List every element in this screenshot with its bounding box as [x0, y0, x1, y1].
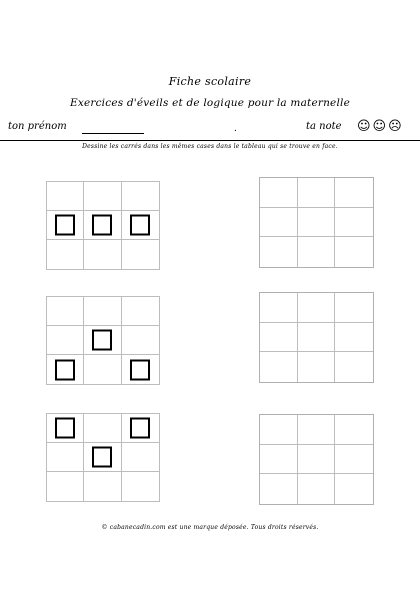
model-cell: [47, 297, 84, 326]
answer-cell[interactable]: [298, 208, 336, 238]
answer-cell[interactable]: [335, 445, 373, 475]
model-cell: [47, 326, 84, 355]
header-divider: [0, 140, 420, 141]
square-shape: [130, 418, 150, 439]
answer-cell[interactable]: [335, 178, 373, 208]
model-cell: [122, 443, 159, 472]
model-cell: [47, 182, 84, 211]
answer-cell[interactable]: [298, 323, 336, 353]
page-subtitle: Exercices d'éveils et de logique pour la maternelle: [69, 97, 351, 109]
answer-cell[interactable]: [298, 352, 336, 382]
model-cell: [122, 182, 159, 211]
square-shape: [92, 330, 112, 351]
answer-cell[interactable]: [260, 474, 298, 504]
instruction-text: Dessine les carrés dans les mêmes cases dans le tableau qui se trouve en face.: [82, 143, 338, 150]
model-cell: [122, 355, 159, 384]
model-cell: [84, 355, 121, 384]
smiley-rating-icons[interactable]: ☺☺☹: [357, 119, 404, 134]
name-field[interactable]: [82, 133, 144, 134]
square-shape: [55, 418, 75, 439]
answer-cell[interactable]: [260, 445, 298, 475]
square-shape: [55, 215, 75, 236]
model-cell: [47, 414, 84, 443]
answer-cell[interactable]: [335, 415, 373, 445]
answer-cell[interactable]: [260, 237, 298, 267]
answer-grid-2[interactable]: [259, 292, 374, 383]
answer-grid-3[interactable]: [259, 414, 374, 505]
square-shape: [55, 359, 75, 380]
model-grid-1: [46, 181, 160, 270]
model-cell: [84, 414, 121, 443]
model-grid-3: [46, 413, 160, 502]
answer-cell[interactable]: [298, 293, 336, 323]
model-cell: [84, 443, 121, 472]
answer-cell[interactable]: [335, 474, 373, 504]
page-title: Fiche scolaire: [168, 75, 252, 88]
model-cell: [47, 443, 84, 472]
model-cell: [84, 182, 121, 211]
answer-cell[interactable]: [260, 415, 298, 445]
answer-cell[interactable]: [335, 323, 373, 353]
model-cell: [122, 326, 159, 355]
answer-cell[interactable]: [260, 293, 298, 323]
model-cell: [84, 297, 121, 326]
answer-cell[interactable]: [335, 208, 373, 238]
model-cell: [47, 211, 84, 240]
answer-cell[interactable]: [260, 352, 298, 382]
answer-cell[interactable]: [335, 293, 373, 323]
model-cell: [47, 240, 84, 269]
model-cell: [84, 211, 121, 240]
name-label: ton prénom: [8, 121, 67, 132]
model-grid-2: [46, 296, 160, 385]
answer-cell[interactable]: [298, 237, 336, 267]
square-shape: [130, 215, 150, 236]
model-cell: [122, 297, 159, 326]
answer-cell[interactable]: [335, 352, 373, 382]
square-shape: [92, 215, 112, 236]
model-cell: [84, 326, 121, 355]
square-shape: [92, 447, 112, 468]
answer-grid-1[interactable]: [259, 177, 374, 268]
note-label: ta note: [306, 121, 342, 132]
answer-cell[interactable]: [298, 474, 336, 504]
model-cell: [84, 240, 121, 269]
model-cell: [122, 211, 159, 240]
separator-dot: .: [234, 124, 237, 134]
answer-cell[interactable]: [335, 237, 373, 267]
answer-cell[interactable]: [260, 178, 298, 208]
square-shape: [130, 359, 150, 380]
model-cell: [122, 472, 159, 501]
answer-cell[interactable]: [260, 208, 298, 238]
model-cell: [122, 414, 159, 443]
answer-cell[interactable]: [298, 415, 336, 445]
model-cell: [47, 472, 84, 501]
model-cell: [84, 472, 121, 501]
model-cell: [47, 355, 84, 384]
footer-copyright: © cabanecadin.com est une marque déposée. Tous droits réservés.: [101, 524, 319, 531]
model-cell: [122, 240, 159, 269]
answer-cell[interactable]: [298, 178, 336, 208]
answer-cell[interactable]: [260, 323, 298, 353]
answer-cell[interactable]: [298, 445, 336, 475]
